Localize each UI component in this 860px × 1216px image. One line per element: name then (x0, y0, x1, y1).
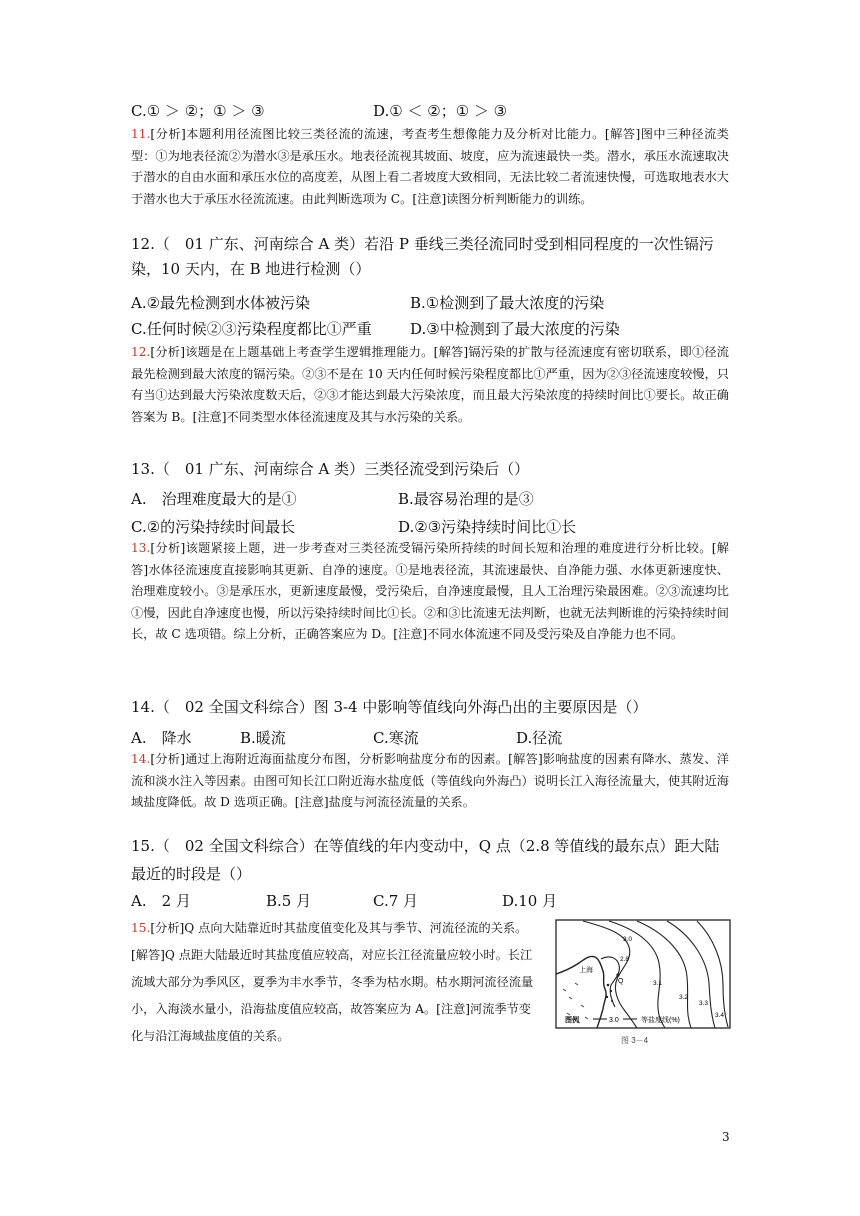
answer-12 (131, 342, 729, 428)
island (607, 984, 610, 987)
answer-11 (131, 124, 729, 210)
label-q: Q (618, 978, 624, 985)
question-14-stem: 14.（ 02 全国文科综合）图 3-4 中影响等值线向外海凸出的主要原因是（） (131, 698, 648, 716)
answer-number: 12. (131, 345, 151, 359)
island (606, 996, 608, 998)
iso-label-3-3: 3.3 (699, 1000, 709, 1007)
answer-text: [分析]该题是在上题基础上考查学生逻辑推理能力。[解答]镉污染的扩散与径流速度有密切联系，即①径流最先检测到最大浓度的镉污染。②③不是在 10 天内任何时候污染程度都比①严重，因为②③径流速度较慢，只有当①达到最大污染浓度数天后，②③才能达到最大污染浓度，而且最大污染浓度的持续时间比①要长。故正确答案为 B。[注意]不同类型水体径流速度及其与水污染的关系。 (131, 345, 729, 424)
q13-option-d: D.②③污染持续时间比①长 (398, 518, 577, 536)
answer-number: 13. (131, 541, 151, 555)
legend-value: 3.0 (609, 1017, 619, 1024)
q-point (616, 973, 619, 976)
q15-option-a: A. 2 月 (131, 892, 191, 910)
answer-text: [分析]通过上海附近海面盐度分布图，分析影响盐度分布的因素。[解答]影响盐度的因素有降水、蒸发、洋流和淡水注入等因素。由图可知长江口附近海水盐度低（等值线向外海凸）说明长江入海径流量大，使其附近海域盐度降低。故 D 选项正确。[注意]盐度与河流径流量的关系。 (131, 752, 729, 809)
q12-option-c: C.任何时候②③污染程度都比①严重 (131, 320, 372, 338)
q12-option-a: A.②最先检测到水体被污染 (131, 294, 311, 312)
answer-15 (131, 915, 541, 1050)
q11-option-d: D.① ＜ ②；① ＞ ③ (373, 102, 508, 120)
answer-text: [分析]本题利用径流图比较三类径流的流速，考查考生想像能力及分析对比能力。[解答]图中三种径流类型：①为地表径流②为潜水③是承压水。地表径流视其坡面、坡度，应为流速最快一类。潜水，承压水流速取决于潜水的自由水面和承压水位的高度差，从图上看二者坡度大致相同，无法比较二者流速快慢，可选取地表水大于潜水也大于承压水径流流速。由此判断选项为 C。[注意]读图分析判断能力的训练。 (131, 127, 729, 206)
question-15-stem: 15.（ 02 全国文科综合）在等值线的年内变动中，Q 点（2.8 等值线的最东点）距大陆最近的时段是（） (131, 837, 720, 883)
iso-label-3-1: 3.1 (653, 980, 663, 987)
q13-option-c: C.②的污染持续时间最长 (131, 518, 296, 536)
answer-number: 11. (131, 127, 151, 141)
q15-option-d: D.10 月 (502, 892, 558, 910)
answer-13 (131, 538, 729, 646)
salinity-map-figure (555, 919, 731, 1049)
q11-option-c: C.① ＞ ②；① ＞ ③ (131, 102, 265, 120)
answer-text: [分析]该题紧接上题，进一步考查对三类径流受镉污染所持续的时间长短和治理的难度进行分析比较。[解答]水体径流速度直接影响其更新、自净的速度。①是地表径流，其流速最快、自净能力强、水体更新速度快、治理难度较小。③是承压水，更新速度最慢，受污染后，自净速度最慢，且人工治理污染最困难。②③流速均比①慢，因此自净速度也慢，所以污染持续时间比①长。②和③比流速无法判断，也就无法判断谁的污染持续时间长，故 C 选项错。综上分析，正确答案应为 D。[注意]不同水体流速不同及受污染及自净能力也不同。 (131, 541, 729, 641)
q12-option-b: B.①检测到了最大浓度的污染 (410, 294, 605, 312)
q13-option-b: B.最容易治理的是③ (398, 490, 534, 508)
iso-label-2-8: 2.8 (620, 956, 630, 963)
map-frame (556, 920, 730, 1028)
q14-option-a: A. 降水 (131, 729, 192, 747)
iso-label-3-0: 3.0 (623, 936, 633, 943)
q15-option-b: B.5 月 (266, 892, 312, 910)
iso-label-3-2: 3.2 (679, 994, 689, 1001)
question-13-stem: 13.（ 01 广东、河南综合 A 类）三类径流受到污染后（） (131, 460, 530, 478)
q15-option-c: C.7 月 (373, 892, 419, 910)
q14-option-b: B.暖流 (240, 729, 286, 747)
page-number: 3 (722, 1130, 730, 1144)
answer-number: 14. (131, 752, 151, 766)
label-shanghai: 上海 (579, 967, 593, 974)
figure-caption: 图 3－4 (621, 1036, 649, 1045)
legend-text: 等盐度线(%) (641, 1017, 680, 1024)
iso-label-3-4: 3.4 (715, 1012, 725, 1019)
answer-text: [分析]Q 点向大陆靠近时其盐度值变化及其与季节、河流径流的关系。[解答]Q 点距大陆最近时其盐度值应较高，对应长江径流量应较小时。长江流域大部分为季风区，夏季为丰水季节，冬季为枯水期。枯水期河流径流量小，入海淡水量小，沿海盐度值应较高，故答案应为 A。[注意]河流季节变化与沿江海域盐度值的关系。 (131, 921, 534, 1043)
q12-option-d: D.③中检测到了最大浓度的污染 (410, 320, 620, 338)
question-12-stem: 12.（ 01 广东、河南综合 A 类）若沿 P 垂线三类径流同时受到相同程度的一次性镉污染，10 天内，在 B 地进行检测（） (131, 235, 714, 278)
legend-title: 图例 (565, 1017, 579, 1024)
answer-14 (131, 749, 729, 814)
q14-option-c: C.寒流 (373, 729, 419, 747)
answer-number: 15. (131, 921, 151, 935)
q14-option-d: D.径流 (516, 729, 563, 747)
q13-option-a: A. 治理难度最大的是① (131, 490, 297, 508)
